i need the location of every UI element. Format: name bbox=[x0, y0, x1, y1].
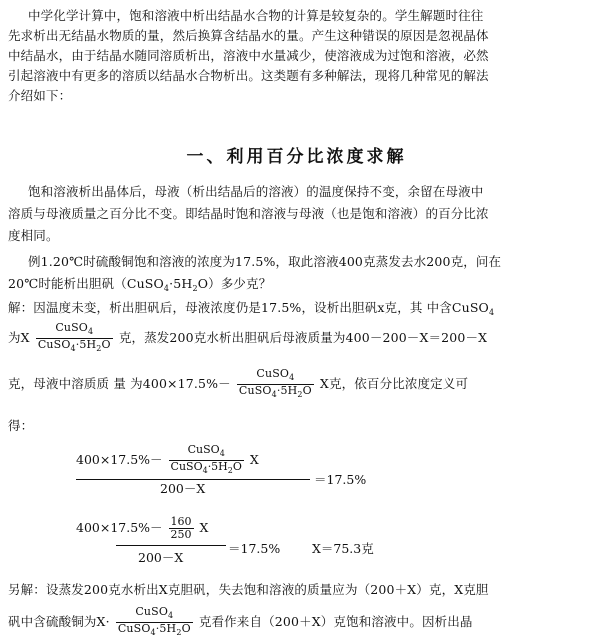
example-line-2: 20℃时能析出胆矾$(CuSO_4\cdot 5H_2O)$多少克？ bbox=[8, 276, 272, 293]
equation-2-numerator: 400×17.5%－ $\frac{160}{250}$ X bbox=[76, 515, 209, 541]
intro-line-1: 中学化学计算中，饱和溶液中析出结晶水合物的计算是较复杂的。学生解题时往往 bbox=[28, 8, 484, 23]
section-heading: 一、利用百分比浓度求解 bbox=[186, 147, 407, 167]
intro-line-4: 引起溶液中有更多的溶质以结晶水合物析出。这类题有多种解法，现将几种常见的解法 bbox=[8, 68, 489, 83]
para1-line-1: 饱和溶液析出晶体后，母液（析出结晶后的溶液）的温度保持不变，余留在母液中 bbox=[28, 184, 484, 199]
solution-line-1: 解：因温度未变，析出胆矾后，母液浓度仍是17.5%，设析出胆矾x克，其 中含CuSO$_4$ bbox=[8, 300, 495, 317]
para1-line-2: 溶质与母液质量之百分比不变。即结晶时饱和溶液与母液（也是饱和溶液）的百分比浓 bbox=[8, 206, 489, 221]
intro-line-2: 先求析出无结晶水物质的量，然后换算含结晶水的量。产生这种错误的原因是忽视晶体 bbox=[8, 28, 489, 43]
equation-2-fraction-bar bbox=[116, 545, 226, 546]
solution-line-2: 为X $\frac{CuSO_4}{CuSO_4\cdot 5H_2O}$ 克，蒸发200克水析出胆矾后母液质量为400－200－X＝200－X bbox=[8, 321, 488, 353]
intro-line-5: 介绍如下： bbox=[8, 88, 72, 103]
solution-line-3: 克，母液中溶质质 量 为400×17.5%－ $\frac{CuSO_4}{CuSO_4\cdot 5H_2O}$ X克，依百分比浓度定义可 bbox=[8, 367, 469, 399]
equation-1-denominator: 200－X bbox=[160, 481, 206, 496]
equation-1-fraction-bar bbox=[76, 479, 310, 480]
solution-line-4: 得： bbox=[8, 418, 34, 433]
alt-line-2: 矾中含硫酸铜为X· $\frac{CuSO_4}{CuSO_4\cdot 5H_2O}$ 克看作来自（200＋X）克饱和溶液中。因析出晶 bbox=[8, 605, 473, 637]
fraction-cuso4-over-hydrate-2: $\frac{CuSO_4}{CuSO_4\cdot 5H_2O}$ bbox=[238, 367, 312, 399]
equation-2-result: X＝75.3克 bbox=[312, 541, 374, 556]
example-line-1: 例1.20℃时硫酸铜饱和溶液的浓度为17.5%，取此溶液400克蒸发去水200克，问在 bbox=[28, 254, 502, 269]
equation-1-numerator: 400×17.5%－ $\frac{CuSO_4}{CuSO_4\cdot 5H_2O}$ X bbox=[76, 443, 259, 475]
equation-2-denominator: 200－X bbox=[138, 550, 184, 565]
equation-2-rhs: ＝17.5% bbox=[228, 541, 281, 556]
para1-line-3: 度相同。 bbox=[8, 228, 59, 243]
alt-line-1: 另解：设蒸发200克水析出X克胆矾，失去饱和溶液的质量应为（200＋X）克，X克胆 bbox=[8, 582, 489, 597]
intro-line-3: 中结晶水，由于结晶水随同溶质析出，溶液中水量减少，使溶液成为过饱和溶液，必然 bbox=[8, 48, 489, 63]
equation-1-rhs: ＝17.5% bbox=[314, 472, 367, 487]
fraction-cuso4-over-hydrate: $\frac{CuSO_4}{CuSO_4\cdot 5H_2O}$ bbox=[37, 321, 111, 353]
